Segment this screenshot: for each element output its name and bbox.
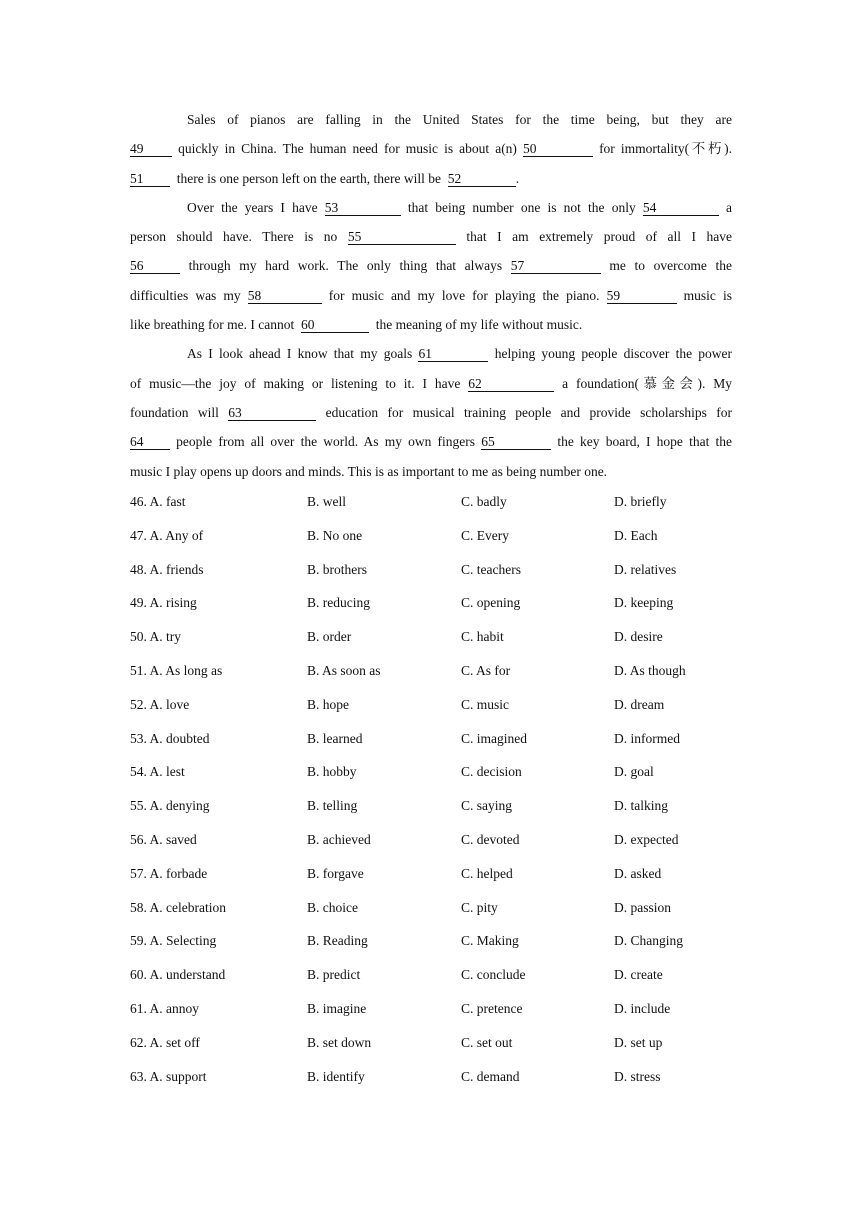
option-row (130, 659, 750, 693)
blank-54: 54 (643, 201, 719, 216)
passage-line (130, 164, 732, 193)
option-a: 61. A. annoy (130, 1000, 199, 1016)
passage-line (130, 369, 732, 398)
option-d: D. informed (614, 730, 680, 746)
option-d: D. asked (614, 865, 662, 881)
option-c: C. set out (461, 1034, 513, 1050)
option-d: D. dream (614, 696, 665, 712)
passage-text: for immortality(不朽). (599, 141, 733, 157)
option-c: C. Making (461, 933, 519, 949)
passage-line (130, 310, 732, 339)
option-b: B. achieved (307, 831, 371, 847)
blank-62: 62 (468, 377, 554, 392)
passage-line (130, 251, 732, 280)
option-c: C. pity (461, 899, 498, 915)
option-b: B. hobby (307, 764, 357, 780)
passage-text: helping young people discover the power (494, 346, 733, 362)
passage-text: person should have. There is no (130, 229, 338, 245)
option-c: C. Every (461, 527, 509, 543)
blank-49: 49 (130, 142, 172, 157)
blank-53: 53 (325, 201, 401, 216)
option-row (130, 727, 750, 761)
option-row (130, 828, 750, 862)
option-a: 62. A. set off (130, 1034, 200, 1050)
passage-text: that being number one is not the only (407, 199, 636, 215)
passage-text: As I look ahead I know that my goals (187, 346, 413, 362)
passage-line (130, 105, 732, 134)
option-c: C. imagined (461, 730, 527, 746)
option-row (130, 963, 750, 997)
passage-text: Sales of pianos are falling in the United States for the time being, but they are (187, 112, 732, 127)
passage-text: like breathing for me. I cannot (130, 317, 295, 333)
option-a: 59. A. Selecting (130, 933, 217, 949)
passage-text: a foundation(慕金会). My (562, 375, 733, 391)
option-d: D. stress (614, 1068, 661, 1084)
option-row (130, 1031, 750, 1065)
answer-options (130, 490, 750, 1098)
blank-58: 58 (248, 289, 322, 304)
option-a: 48. A. friends (130, 561, 204, 577)
option-c: C. saying (461, 798, 513, 814)
option-c: C. opening (461, 595, 521, 611)
passage-text: through my hard work. The only thing that always (188, 258, 503, 274)
option-row (130, 591, 750, 625)
option-d: D. relatives (614, 561, 677, 577)
blank-64: 64 (130, 435, 170, 450)
option-b: B. As soon as (307, 662, 381, 678)
option-row (130, 794, 750, 828)
option-d: D. passion (614, 899, 671, 915)
cloze-passage (130, 105, 732, 486)
passage-line (130, 398, 732, 427)
blank-65: 65 (481, 435, 551, 450)
option-b: B. Reading (307, 933, 368, 949)
option-d: D. include (614, 1000, 671, 1016)
option-d: D. Each (614, 527, 658, 543)
blank-59: 59 (607, 289, 677, 304)
blank-55: 55 (348, 230, 456, 245)
passage-line (130, 193, 732, 222)
option-d: D. desire (614, 629, 663, 645)
passage-text: quickly in China. The human need for music is about a(n) (178, 141, 517, 157)
option-c: C. badly (461, 494, 507, 509)
option-d: D. expected (614, 831, 679, 847)
option-d: D. keeping (614, 595, 674, 611)
option-b: B. learned (307, 730, 363, 746)
passage-line (130, 339, 732, 368)
option-a: 54. A. lest (130, 764, 185, 780)
blank-63: 63 (228, 406, 316, 421)
passage-text: of music—the joy of making or listening to it. I have (130, 375, 461, 391)
passage-text: music is (683, 287, 732, 303)
option-a: 57. A. forbade (130, 865, 208, 881)
option-b: B. brothers (307, 561, 367, 577)
passage-text: Over the years I have (187, 199, 318, 215)
option-a: 51. A. As long as (130, 662, 223, 678)
passage-text: people from all over the world. As my own fingers (176, 434, 476, 450)
option-a: 49. A. rising (130, 595, 197, 611)
passage-text: a (726, 199, 733, 215)
option-b: B. hope (307, 696, 349, 712)
option-d: D. talking (614, 798, 668, 814)
option-c: C. teachers (461, 561, 521, 577)
passage-line (130, 134, 732, 163)
option-c: C. conclude (461, 967, 526, 983)
option-c: C. As for (461, 662, 511, 678)
blank-50: 50 (523, 142, 593, 157)
blank-52: 52 (448, 172, 516, 187)
passage-line (130, 281, 732, 310)
option-a: 53. A. doubted (130, 730, 210, 746)
blank-61: 61 (418, 347, 488, 362)
passage-text: the meaning of my life without music. (375, 317, 583, 333)
option-a: 46. A. fast (130, 494, 186, 509)
option-row (130, 693, 750, 727)
option-d: D. goal (614, 764, 654, 780)
option-row (130, 558, 750, 592)
option-b: B. telling (307, 798, 358, 814)
option-c: C. music (461, 696, 510, 712)
option-c: C. devoted (461, 831, 520, 847)
option-c: C. pretence (461, 1000, 523, 1016)
option-row (130, 1065, 750, 1099)
option-b: B. identify (307, 1068, 365, 1084)
option-row (130, 760, 750, 794)
option-a: 50. A. try (130, 629, 182, 645)
option-b: B. set down (307, 1034, 372, 1050)
option-a: 55. A. denying (130, 798, 210, 814)
passage-text: there is one person left on the earth, there will be (176, 170, 442, 186)
passage-text: for music and my love for playing the piano. (328, 287, 600, 303)
option-b: B. well (307, 494, 346, 509)
option-row (130, 524, 750, 558)
passage-text: . (515, 170, 520, 186)
option-row (130, 896, 750, 930)
option-c: C. decision (461, 764, 522, 780)
option-d: D. set up (614, 1034, 663, 1050)
passage-line (130, 457, 732, 486)
option-row (130, 625, 750, 659)
passage-text: difficulties was my (130, 287, 241, 303)
option-row (130, 862, 750, 896)
option-c: C. demand (461, 1068, 520, 1084)
passage-text: that I am extremely proud of all I have (466, 229, 733, 245)
option-b: B. forgave (307, 865, 364, 881)
option-a: 63. A. support (130, 1068, 207, 1084)
blank-57: 57 (511, 259, 601, 274)
option-b: B. imagine (307, 1000, 367, 1016)
option-a: 58. A. celebration (130, 899, 226, 915)
option-a: 56. A. saved (130, 831, 197, 847)
option-d: D. Changing (614, 933, 683, 949)
passage-text: foundation will (130, 404, 219, 420)
blank-60: 60 (301, 318, 369, 333)
passage-text: education for musical training people and provide scholarships for (325, 404, 732, 420)
option-b: B. predict (307, 967, 361, 983)
option-a: 52. A. love (130, 696, 190, 712)
option-b: B. reducing (307, 595, 370, 611)
option-c: C. habit (461, 629, 504, 645)
option-a: 60. A. understand (130, 967, 226, 983)
blank-56: 56 (130, 259, 180, 274)
option-c: C. helped (461, 865, 513, 881)
option-row (130, 997, 750, 1031)
passage-line (130, 222, 732, 251)
option-b: B. choice (307, 899, 358, 915)
option-d: D. briefly (614, 494, 667, 509)
option-row (130, 929, 750, 963)
passage-line (130, 427, 732, 456)
option-b: B. order (307, 629, 352, 645)
option-row (130, 490, 750, 524)
passage-text: music I play opens up doors and minds. This is as important to me as being number one. (130, 463, 608, 479)
blank-51: 51 (130, 172, 170, 187)
passage-text: me to overcome the (609, 258, 732, 274)
option-d: D. create (614, 967, 663, 983)
option-d: D. As though (614, 662, 686, 678)
option-a: 47. A. Any of (130, 527, 204, 543)
option-b: B. No one (307, 527, 363, 543)
passage-text: the key board, I hope that the (557, 434, 732, 450)
